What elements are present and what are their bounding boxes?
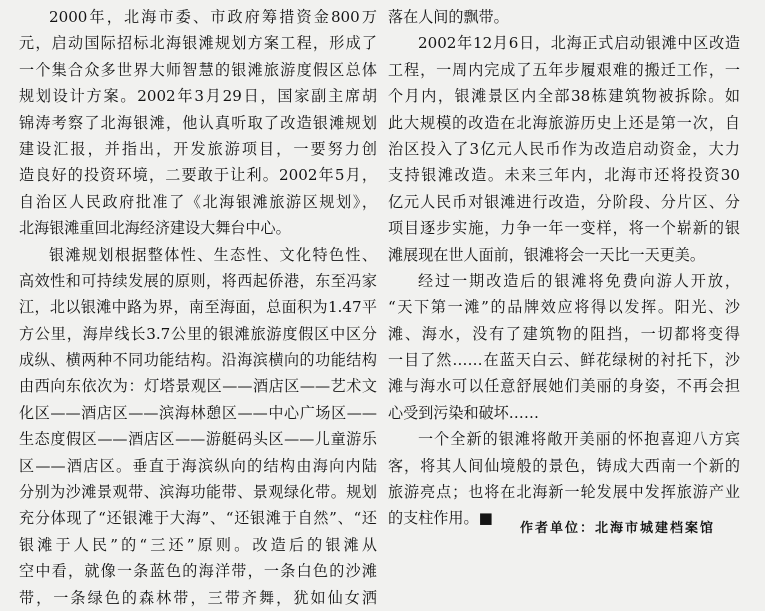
text-line: 经过一期改造后的银滩将免费向游人开放， xyxy=(418,271,740,290)
text-line: 的支柱作用。■ xyxy=(388,509,493,528)
text-line: 亿元人民币对银滩进行改造，分阶段、分片区、分 xyxy=(388,192,740,211)
text-line: 支持银滩改造。未来三年内，北海市还将投资30 xyxy=(388,166,740,185)
text-line: 项目逐步实施，力争一年一变样，将一个崭新的银 xyxy=(388,219,740,238)
text-line: “天下第一滩”的品牌效应将得以发挥。阳光、沙 xyxy=(388,298,740,317)
author-affiliation: 作者单位：北海市城建档案馆 xyxy=(520,521,716,536)
text-line: 心受到污染和破坏…… xyxy=(388,403,539,422)
text-line: 方公里，海岸线长3.7公里的银滩旅游度假区中区分 xyxy=(19,324,377,343)
text-line: 银滩规划根据整体性、生态性、文化特色性、 xyxy=(49,245,377,264)
text-line: 滩与海水可以任意舒展她们美丽的身姿，不再会担 xyxy=(388,377,740,396)
text-line: 客，将其人间仙境般的景色，铸成大西南一个新的 xyxy=(388,456,740,475)
text-line: 成纵、横两种不同功能结构。沿海滨横向的功能结构 xyxy=(19,351,377,370)
text-line: 一目了然……在蓝天白云、鲜花绿树的衬托下，沙 xyxy=(388,351,740,370)
text-line: 滩、海水，没有了建筑物的阻挡，一切都将变得 xyxy=(388,324,740,343)
text-line: 北海银滩重回北海经济建设大舞台中心。 xyxy=(19,219,291,238)
text-line: 造良好的投资环境，二要敢于让利。2002年5月， xyxy=(19,166,377,185)
text-line: 化区——酒店区——滨海林憩区——中心广场区—— xyxy=(19,403,377,422)
text-line: 滩展现在世人面前，银滩将会一天比一天更美。 xyxy=(388,245,705,264)
text-line: 自治区人民政府批准了《北海银滩旅游区规划》， xyxy=(19,192,377,211)
text-line: 一个集合众多世界大师智慧的银滩旅游度假区总体 xyxy=(19,60,377,79)
text-line: 带，一条绿色的森林带，三带齐舞，犹如仙女洒 xyxy=(19,588,377,607)
text-line: 此大规模的改造在北海旅游历史上还是第一次，自 xyxy=(388,113,740,132)
right-text-column xyxy=(388,4,740,532)
text-line: 空中看，就像一条蓝色的海洋带，一条白色的沙滩 xyxy=(19,562,377,581)
text-line: 锦涛考察了北海银滩，他认真听取了改造银滩规划 xyxy=(19,113,377,132)
text-line: 旅游亮点；也将在北海新一轮发展中发挥旅游产业 xyxy=(388,483,740,502)
text-line: 银滩于人民”的“三还”原则。改造后的银滩从 xyxy=(19,535,377,554)
text-line: 元，启动国际招标北海银滩规划方案工程，形成了 xyxy=(19,34,377,53)
text-line: 一个全新的银滩将敞开美丽的怀抱喜迎八方宾 xyxy=(418,430,740,449)
text-line: 个月内，银滩景区内全部38栋建筑物被拆除。如 xyxy=(388,87,740,106)
text-line: 落在人间的飘带。 xyxy=(388,8,509,26)
text-line: 治区投入了3亿元人民币作为改造启动资金，大力 xyxy=(388,139,740,158)
text-line: 区——酒店区。垂直于海滨纵向的结构由海向内陆 xyxy=(19,456,377,475)
left-text-column xyxy=(19,4,377,611)
text-line: 高效性和可持续发展的原则，将西起侨港，东至冯家 xyxy=(19,271,377,290)
text-line: 工程，一周内完成了五年步履艰难的搬迁工作，一 xyxy=(388,60,740,79)
text-line: 由西向东依次为：灯塔景观区——酒店区——艺术文 xyxy=(19,377,377,396)
text-line: 江，北以银滩中路为界，南至海面，总面积为1.47平 xyxy=(19,298,377,317)
text-line: 生态度假区——酒店区——游艇码头区——儿童游乐 xyxy=(19,430,377,449)
text-line: 建设汇报，并指出，开发旅游项目，一要努力创 xyxy=(19,139,377,158)
text-line: 2002年12月6日，北海正式启动银滩中区改造 xyxy=(418,34,740,53)
text-line: 充分体现了“还银滩于大海”、“还银滩于自然”、“还 xyxy=(19,509,377,528)
text-line: 规划设计方案。2002年3月29日，国家副主席胡 xyxy=(19,87,377,106)
text-line: 2000年，北海市委、市政府筹措资金800万 xyxy=(49,8,377,26)
text-line: 分别为沙滩景观带、滨海功能带、景观绿化带。规划 xyxy=(19,483,377,502)
